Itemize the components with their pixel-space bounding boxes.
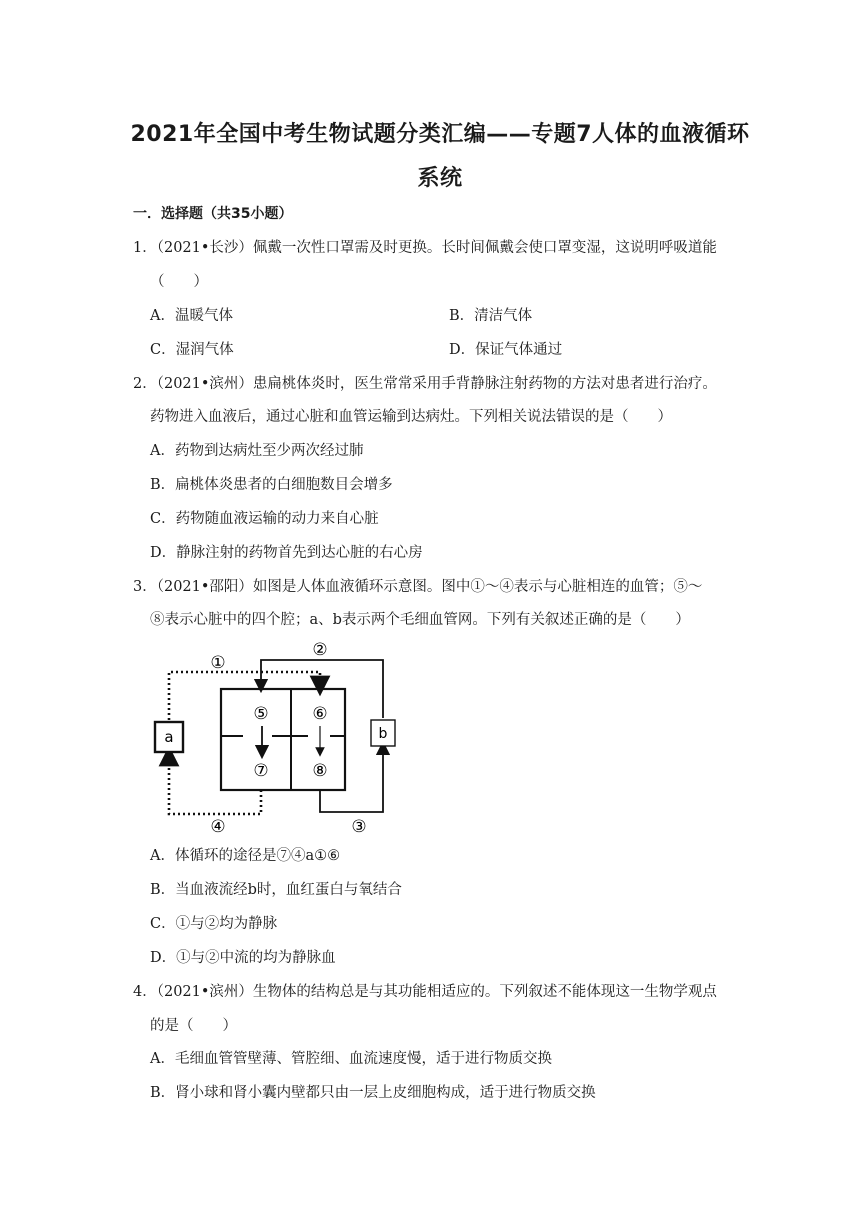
q4-option-a: A．毛细血管管壁薄、管腔细、血流速度慢，适于进行物质交换 [150,1051,552,1067]
doc-title-line1: 2021年全国中考生物试题分类汇编——专题7人体的血液循环 [130,122,750,147]
blood-circulation-diagram [140,636,410,836]
q1-option-d: D．保证气体通过 [449,342,563,358]
label-2: ② [312,640,328,660]
q1-stem-cont: （ ） [150,274,208,290]
q4-stem-cont: 的是（ ） [150,1018,237,1034]
q2-option-d: D．静脉注射的药物首先到达心脏的右心房 [150,545,423,561]
q3-stem-cont: ⑧表示心脏中的四个腔；a、b表示两个毛细血管网。下列有关叙述正确的是（ ） [150,612,690,628]
section-heading: 一．选择题（共35小题） [133,206,293,222]
label-3: ③ [351,817,367,836]
label-4: ④ [210,817,226,836]
label-b: b [378,726,388,742]
q1-option-c: C．湿润气体 [150,342,234,358]
q3-stem: 3．（2021•邵阳）如图是人体血液循环示意图。图中①～④表示与心脏相连的血管；⑤～ [133,579,703,595]
q3-option-c: C．①与②均为静脉 [150,916,278,932]
q3-option-b: B．当血液流经b时，血红蛋白与氧结合 [150,882,402,898]
q1-stem: 1．（2021•长沙）佩戴一次性口罩需及时更换。长时间佩戴会使口罩变湿，这说明呼吸道能 [133,240,717,256]
q3-option-d: D．①与②中流的均为静脉血 [150,950,336,966]
label-8: ⑧ [312,761,328,781]
q2-option-b: B．扁桃体炎患者的白细胞数目会增多 [150,477,393,493]
q4-option-b: B．肾小球和肾小囊内壁都只由一层上皮细胞构成，适于进行物质交换 [150,1085,596,1101]
label-7: ⑦ [253,761,269,781]
q1-option-b: B．清洁气体 [449,308,533,324]
label-6: ⑥ [312,704,328,724]
q4-stem: 4．（2021•滨州）生物体的结构总是与其功能相适应的。下列叙述不能体现这一生物学观点 [133,984,717,1000]
label-5: ⑤ [253,704,269,724]
doc-title-line2: 系统 [417,166,463,191]
label-a: a [164,728,174,746]
q2-option-a: A．药物到达病灶至少两次经过肺 [150,443,364,459]
q1-option-a: A．温暖气体 [150,308,233,324]
q2-option-c: C．药物随血液运输的动力来自心脏 [150,511,379,527]
label-1: ① [210,653,226,673]
q2-stem: 2．（2021•滨州）患扁桃体炎时，医生常常采用手背静脉注射药物的方法对患者进行治疗。 [133,376,717,392]
q3-option-a: A．体循环的途径是⑦④a①⑥ [150,848,341,864]
q2-stem-cont: 药物进入血液后，通过心脏和血管运输到达病灶。下列相关说法错误的是（ ） [150,409,672,425]
